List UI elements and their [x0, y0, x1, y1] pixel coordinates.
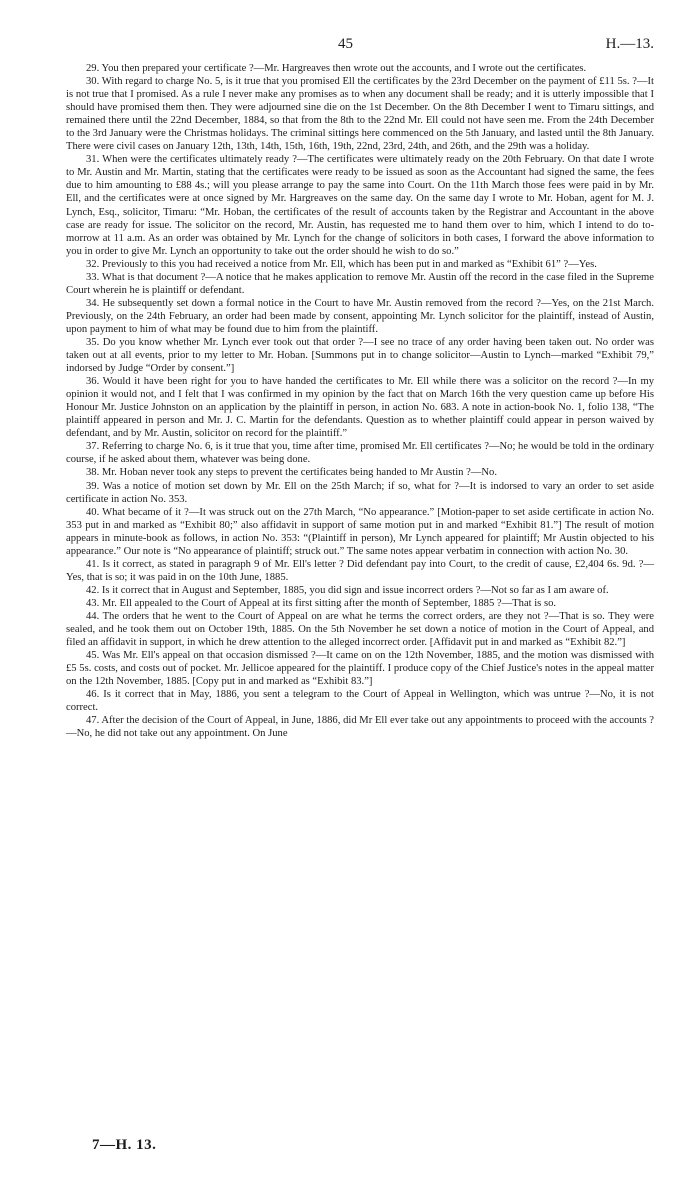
body-text: [66, 62, 654, 740]
paragraph-31: 31. When were the certificates ultimately ready ?—The certificates were ultimately ready on the 20th February. On that date I wrote to Mr. Austin and Mr. Martin, stating that the certificates were ready to be issued as soon as the Accountant had signed the same, the fees due to him amounting to £88 4s.; will you please arrange to pay the same into Court. On the 11th March those fees were paid in by Mr. Ell, and the certificates were at once signed by Mr. Hargreaves on the same day. On the same day I wrote to Mr. Hoban, agent for M. J. Lynch, Esq., solicitor, Timaru: “Mr. Hoban, the certificates of the result of accounts taken by the Registrar and Accountant in the above case are ready for issue. The solicitor on the record, Mr. Austin, has requested me to hand them over to him, which I intend to do to-morrow at 11 a.m. As an order was obtained by Mr. Lynch for the change of solicitors in both cases, I forward the above information to you in order to give Mr. Lynch an opportunity to take out the order should he wish to do so.”: [66, 154, 654, 257]
paragraph-37: 37. Referring to charge No. 6, is it true that you, time after time, promised Mr. Ell certificates ?—No; he would be told in the ordinary course, if he asked about them, whatever was being done.: [66, 441, 654, 466]
paragraph-46: 46. Is it correct that in May, 1886, you sent a telegram to the Court of Appeal in Wellington, which was untrue ?—No, it is not correct.: [66, 689, 654, 714]
paragraph-40: 40. What became of it ?—It was struck out on the 27th March, “No appearance.” [Motion-paper to set aside certificate in action No. 353 put in and marked as “Exhibit 80;” also affidavit in support of same motion put in and marked “Exhibit 81.”] The result of motion appears in minute-book as follows, in action No. 353: “(Plaintiff in person), Mr Lynch appeared for plaintiff; Mr Austin objected to his appearance.” Our note is “No appearance of plaintiff; struck out.” The same notes appear verbatim in connection with action No. 30.: [66, 506, 654, 557]
page-number: 45: [338, 36, 353, 52]
paragraph-33: 33. What is that document ?—A notice that he makes application to remove Mr. Austin off the record in the case filed in the Supreme Court wherein he is plaintiff or defendant.: [66, 271, 654, 296]
paragraph-29: 29. You then prepared your certificate ?—Mr. Hargreaves then wrote out the accounts, and I wrote out the certificates.: [86, 63, 587, 74]
paragraph-34: 34. He subsequently set down a formal notice in the Court to have Mr. Austin removed from the record ?—Yes, on the 21st March. Previously, on the 24th February, an order had been made by consent, appointing Mr. Lynch solicitor for the plaintiff, instead of Austin, upon payment to him of what may be found due to him from the plaintiff.: [66, 297, 654, 335]
paragraph-32: 32. Previously to this you had received a notice from Mr. Ell, which has been put in and marked as “Exhibit 61” ?—Yes.: [86, 258, 597, 270]
document-reference: H.—13.: [605, 36, 654, 52]
paragraph-41: 41. Is it correct, as stated in paragraph 9 of Mr. Ell's letter ? Did defendant pay into Court, to the credit of cause, £2,404 6s. 9d. ?—Yes, that is so; it was paid in on the 10th June, 1885.: [66, 558, 654, 583]
paragraph-45: 45. Was Mr. Ell's appeal on that occasion dismissed ?—It came on on the 12th November, 1885, and the motion was dismissed with £5 5s. costs, and costs out of pocket. Mr. Jellicoe appeared for the plaintiff. I produce copy of the Chief Justice's notes in the appeal matter on the 12th November, 1885. [Copy put in and marked as “Exhibit 83.”]: [66, 650, 654, 688]
paragraph-30: 30. With regard to charge No. 5, is it true that you promised Ell the certificates by the 23rd December on the payment of £11 5s. ?—It is not true that I promised. As a rule I never make any promises as to when any document shall be ready; and it is utterly impossible that I should have promised them then. They were adjourned sine die on the 1st December. On the 8th December I went to Timaru sittings, and remained there until the 22nd December, 1884, so that from the 8th to the 22nd Mr. Ell could not have seen me. From the 24th December to the 3rd January were the Christmas holidays. The criminal sittings here commenced on the 5th January, and lasted until the 8th January. There were civil cases on January 12th, 13th, 14th, 15th, 16th, 19th, 22nd, 23rd, 24th, and 26th, and the 29th was a holiday.: [66, 76, 654, 153]
page-header: [66, 36, 654, 58]
page-signature-mark: 7—H. 13.: [92, 1137, 157, 1153]
paragraph-43: 43. Mr. Ell appealed to the Court of Appeal at its first sitting after the month of September, 1885 ?—That is so.: [86, 597, 557, 609]
paragraph-39: 39. Was a notice of motion set down by Mr. Ell on the 25th March; if so, what for ?—It is indorsed to vary an order to set aside certificate in action No. 353.: [66, 480, 654, 505]
paragraph-47: 47. After the decision of the Court of Appeal, in June, 1886, did Mr Ell ever take out any appointments to proceed with the accounts ?—No, he did not take out any appointment. On June: [66, 715, 654, 740]
paragraph-42: 42. Is it correct that in August and September, 1885, you did sign and issue incorrect orders ?—Not so far as I am aware of.: [86, 584, 609, 596]
paragraph-38: 38. Mr. Hoban never took any steps to prevent the certificates being handed to Mr Austin ?—No.: [86, 467, 497, 479]
paragraph-44: 44. The orders that he went to the Court of Appeal on are what he terms the correct orders, are they not ?—That is so. They were sealed, and he took them out on October 19th, 1885. On the 5th November he set down a notice of motion in the Court of Appeal, and filed an affidavit in support, in which he drew attention to the alleged incorrect order. [Affidavit put in and marked as “Exhibit 82.”]: [66, 610, 654, 649]
paragraph-35: 35. Do you know whether Mr. Lynch ever took out that order ?—I see no trace of any order having been taken out. No order was taken out at all events, prior to my letter to Mr. Hoban. [Summons put in to change solicitor—Austin to Lynch—marked “Exhibit 79,” indorsed by Judge “Order by consent.”]: [66, 336, 654, 375]
paragraph-36: 36. Would it have been right for you to have handed the certificates to Mr. Ell while there was a solicitor on the record ?—In my opinion it would not, and I felt that I was confirmed in my opinion by the fact that on March 16th the very question came up before His Honour Mr. Justice Johnston on an application by the plaintiff in person, in action No. 683. A note in action-book No. 1, folio 138, “The plaintiff appeared in person and Mr. J. C. Martin for the defendants. Question as to whether plaintiff could appear in person waived by defendant, and by Mr. Austin, solicitor on record for the plaintiff.”: [66, 376, 654, 440]
